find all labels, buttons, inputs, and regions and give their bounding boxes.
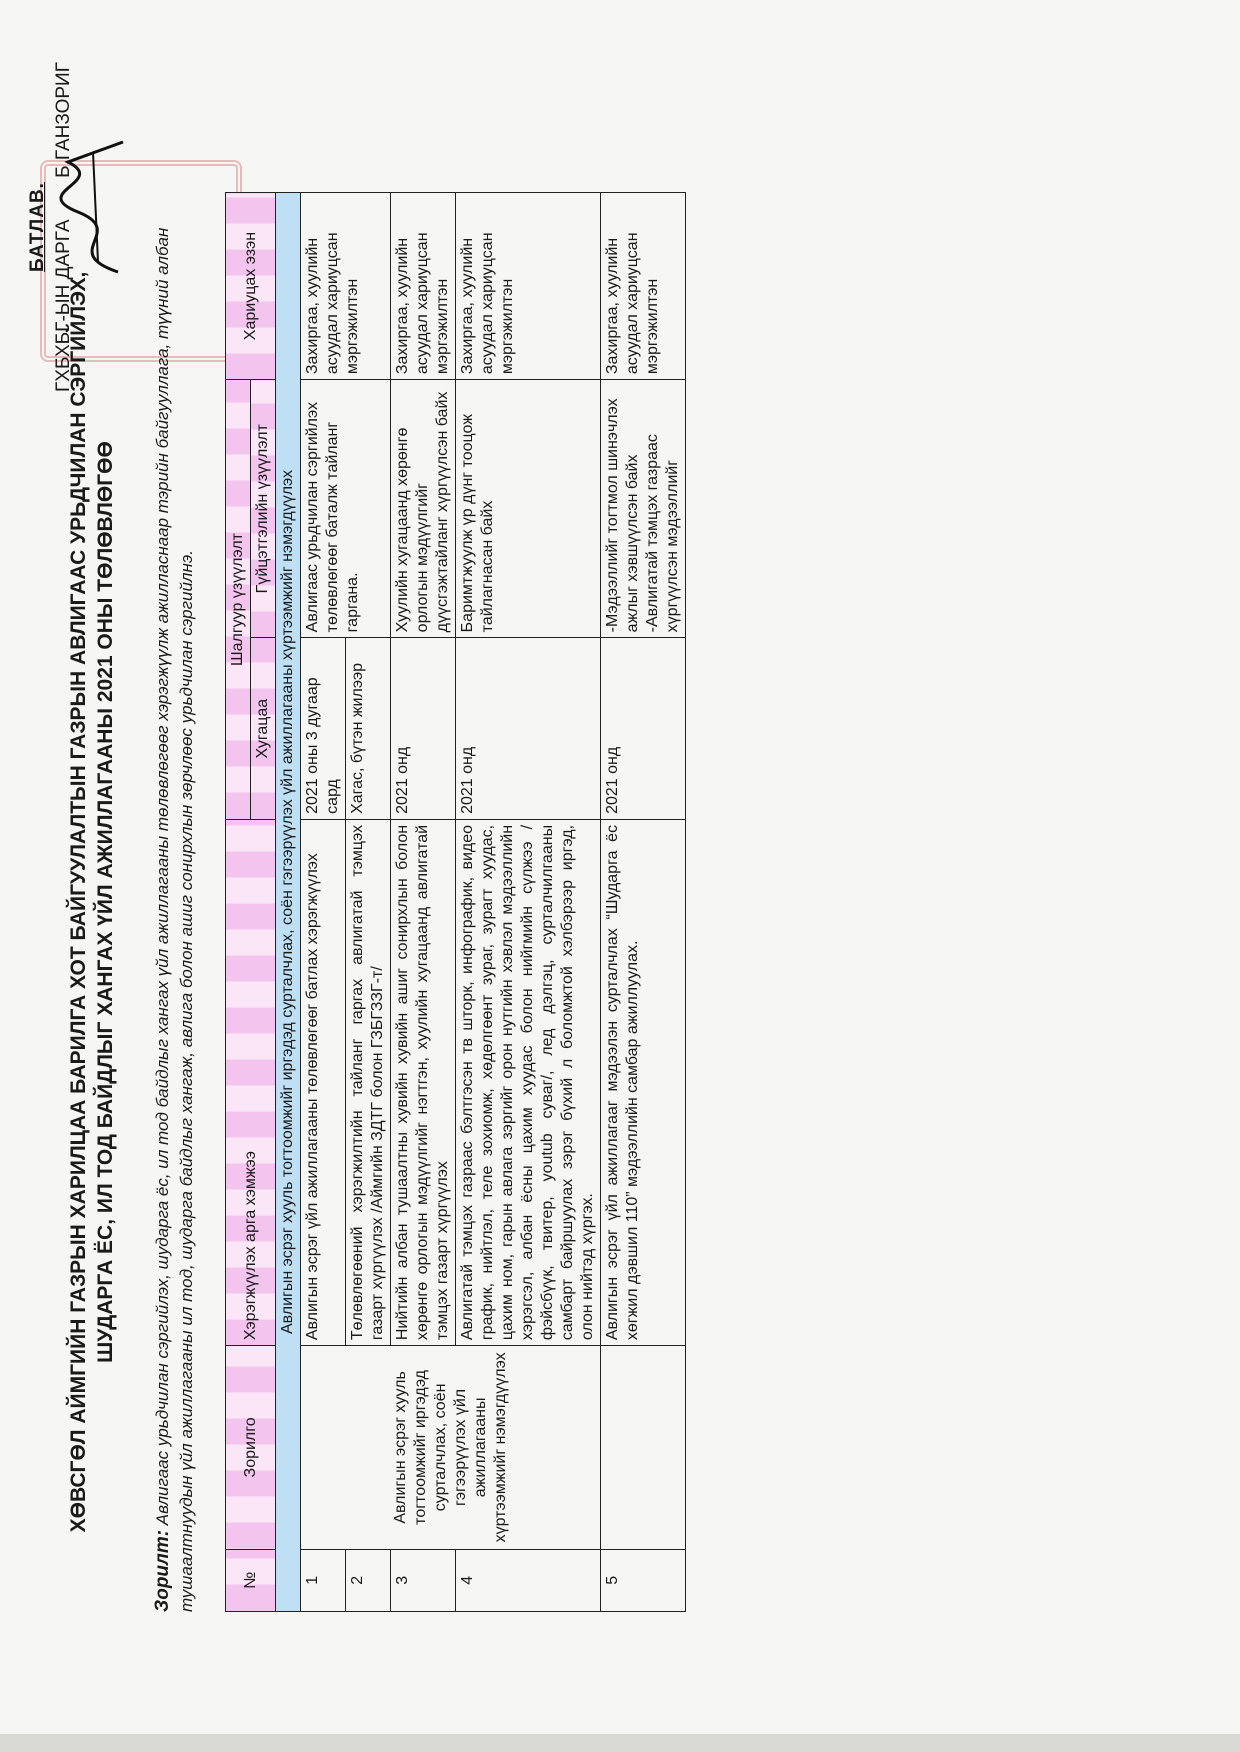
row-responsible: Захиргаа, хуулийн асуудал хариуцсан мэргэжилтэн — [456, 193, 601, 380]
row-deadline: 2021 онд — [456, 638, 601, 820]
row-no: 4 — [456, 1549, 601, 1611]
row-action: Нийтийн албан тушаалтны хувийн хувийн ашиг сонирхлын болон хөрөнгө орлогын мэдүүлгийг нэгтгэн, хуулийн хугацаанд авлигатай тэмцэх газарт хүргүүлэх — [391, 819, 456, 1345]
row-deadline: 2021 онд — [601, 638, 686, 820]
header-action: Хэрэгжүүлэх арга хэмжээ — [226, 819, 276, 1345]
row-deadline: Хагас, бүтэн жилээр — [346, 638, 391, 820]
row-no: 2 — [346, 1549, 391, 1611]
header-no: № — [226, 1549, 276, 1611]
header-goal: Зорилго — [226, 1346, 276, 1549]
header-row — [226, 193, 251, 1612]
approver-name: Б.ГАНЗОРИГ — [52, 62, 74, 178]
approver-position: ГХБХБГ-ЫН ДАРГА — [52, 219, 74, 392]
title-line-1: ХӨВСГӨЛ АЙМГИЙН ГАЗРЫН ХАРИЛЦАА БАРИЛГА ХОТ БАЙГУУЛАЛТЫН ГАЗРЫН АВЛИГААС УРЬДЧИЛАН СЭРГИЙЛЭХ, — [67, 271, 90, 1533]
section-row — [276, 193, 301, 1612]
row-indicator: Баримтжуулж үр дүнг тооцож тайлагнасан байх — [456, 380, 601, 638]
row-deadline: 2021 оны 3 дугаар сард — [301, 638, 346, 820]
goal-paragraph — [150, 192, 199, 1612]
row-responsible: Захиргаа, хуулийн асуудал хариуцсан мэргэжилтэн — [391, 193, 456, 380]
goal-label: Зорилт: — [152, 1529, 173, 1612]
row-indicator: Авлигаас урьдчилан сэргийлэх төлөвлөгөөг баталж тайланг гаргана. — [301, 380, 391, 638]
row-deadline: 2021 онд — [391, 638, 456, 820]
header-criteria: Шалгуур үзүүлэлт — [226, 380, 251, 820]
row-responsible: Захиргаа, хуулийн асуудал хариуцсан мэргэжилтэн — [301, 193, 391, 380]
row-action: Авлигын эсрэг үйл ажиллагааг мэдээлэн сурталчлах “Шударга ёс хөгжил дэвшил 110” мэдээллийн самбар ажиллуулах. — [601, 819, 686, 1345]
row-action: Төлөвлөгөөний хэрэгжилтийн тайланг гаргах авлигатай тэмцэх газарт хүргүүлэх /Аймгийн ЗДТГ болон ГЗБГЗЗГ-т/ — [346, 819, 391, 1345]
title-line-2: ШУДАРГА ЁС, ИЛ ТОД БАЙДЛЫГ ХАНГАХ ҮЙЛ АЖИЛЛАГААНЫ 2021 ОНЫ ТӨЛӨВЛӨГӨӨ — [94, 441, 118, 1363]
goal-text: Авлигаас урьдчилан сэргийлэх, шударга ёс, ил тод байдлыг хангах үйл ажиллагааны төлөвлөгөөг хэрэгжүүлж ажилласнаар тэрийн байгууллага, түүний албан тушаалтнуудын үйл ажиллагааны ил тод, шударга байдлыг хангаж, авлига болон ашиг сонирхлын зөрчлөөс урьдчилан сэргийлнэ. — [153, 227, 196, 1612]
row-action: Авлигатай тэмцэх газраас бэлтгэсэн тв шторк, инфографик, видео график, нийтлэл, теле зохиомж, хөдөлгөөнт зураг, зурагт хуудас, цахим ном, гарын авлага зэргийг орон нутгийн хэвлэл мэдээллийн хэрэгсэл, албан ёсны цахим хуудас болон нийгмийн сүлжээ /фэйсбүүк, твитер, youtub суваг/, лед дэлгэц, сурталчилгааны самбарт байршуулах зэрэг бүхий л боломжтой хэлбэрээр иргэд, олон нийтэд хүргэх. — [456, 819, 601, 1345]
row-indicator: Хуулийн хугацаанд хөрөнгө орлогын мэдүүлгийг дүүсгэжтайланг хүргүүлсэн байх — [391, 380, 456, 638]
approval-label: БАТЛАВ. — [27, 182, 48, 272]
header-deadline: Хугацаа — [251, 638, 276, 820]
row-no: 5 — [601, 1549, 686, 1611]
row-no: 1 — [301, 1549, 346, 1611]
row-goal-empty — [601, 1346, 686, 1549]
row-responsible: Захиргаа, хуулийн асуудал хариуцсан мэргэжилтэн — [601, 193, 686, 380]
document-title — [65, 202, 120, 1602]
row-indicator: -Мэдээллийг тогтмол шинэчлэх ажлыг хэвшүүлсэн байх -Авлигатай тэмцэх газраас хүргүүлсэн мэдээллийг — [601, 380, 686, 638]
plan-table — [225, 192, 686, 1612]
header-indicator: Гүйцэтгэлийн үзүүлэлт — [251, 380, 276, 638]
table-row — [601, 193, 686, 1612]
row-goal: Авлигын эсрэг хууль тогтоомжийг иргэдэд сурталчлах, соён гэгээрүүлэх үйл ажиллагааны хүртээмжийг нэмэгдүүлэх — [301, 1346, 601, 1549]
header-responsible: Хариуцах эзэн — [226, 193, 276, 380]
row-no: 3 — [391, 1549, 456, 1611]
section-title: Авлигын эсрэг хууль тогтоомжийг иргэдэд сурталчлах, соён гэгээрүүлэх үйл ажиллагааны хүртээмжийг нэмэгдүүлэх — [276, 193, 301, 1612]
row-action: Авлигын эсрэг үйл ажиллагааны төлөвлөгөөг батлах хэрэгжүүлэх — [301, 819, 346, 1345]
table-row — [301, 193, 346, 1612]
